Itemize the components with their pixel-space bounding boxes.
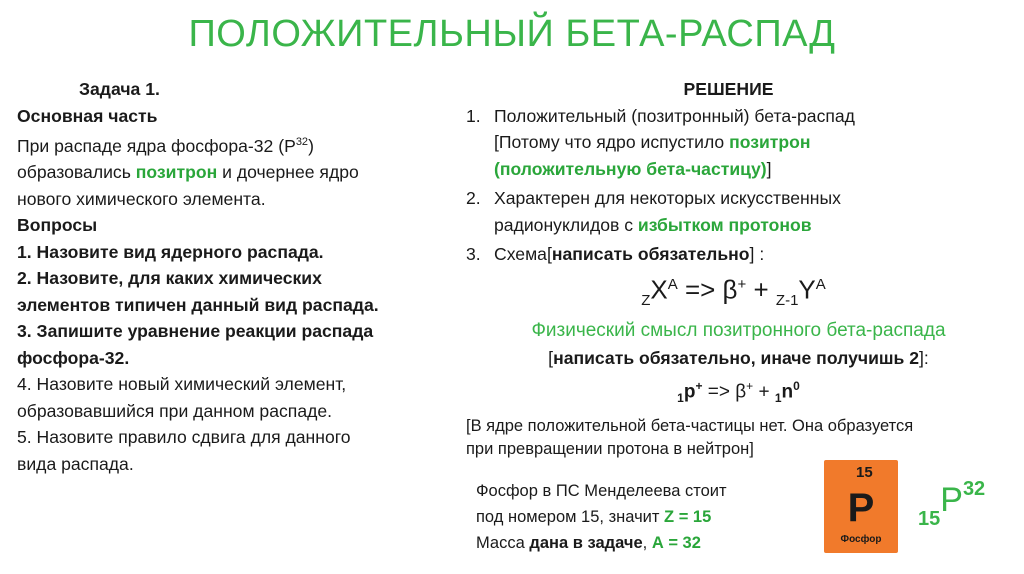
phosphorus-info [476, 478, 796, 556]
intro-text: и дочернее ядро [217, 162, 359, 183]
question-4-line-1: 4. Назовите новый химический элемент, [17, 374, 347, 395]
item-2-line-1: Характерен для некоторых искусственных [494, 188, 841, 208]
proton-neutron-equation [466, 371, 1011, 413]
must-write-text: написать обязательно, иначе получишь 2 [553, 348, 920, 369]
periodic-table-tile [824, 460, 898, 553]
info-emphasis: дана в задаче [529, 534, 643, 552]
task-title: Задача 1. [79, 79, 160, 99]
proton-charge: + [695, 379, 703, 394]
question-4-line-2: образовавшийся при данном распаде. [17, 400, 333, 421]
item-1-line-1: Положительный (позитронный) бета-распад [494, 105, 855, 126]
intro-text: При распаде ядра фосфора-32 (Р [17, 135, 296, 156]
tile-symbol: P [847, 486, 875, 530]
scheme-arrow-beta: => β [677, 274, 738, 305]
item-emphasis: написать обязательно [551, 244, 750, 264]
intro-text: образовались [17, 162, 136, 183]
info-line-2 [476, 504, 796, 530]
item-text: ] [766, 158, 772, 179]
intro-text-end: ) [308, 135, 314, 156]
neutron-symbol: n [781, 381, 794, 403]
explanation-note [466, 415, 1011, 461]
item-text: радионуклидов с [494, 214, 638, 235]
beta-charge: + [746, 379, 754, 394]
info-line-3 [476, 530, 796, 556]
solution-item-2 [466, 185, 1011, 238]
tile-element-name: Фосфор [840, 534, 882, 545]
item-number: 2. [466, 188, 481, 208]
decay-scheme-equation [466, 268, 1011, 318]
question-3-line-2: фосфора-32. [17, 347, 130, 368]
task-intro-line-2 [17, 159, 457, 186]
solution-item-3 [466, 241, 1011, 268]
solution-item-1 [466, 103, 1011, 183]
info-text: , [642, 534, 652, 552]
plus: + [753, 381, 775, 403]
a-value: А = 32 [651, 534, 701, 552]
scheme-z: Z [641, 291, 651, 309]
neutron-charge: 0 [793, 379, 800, 394]
solution-column [466, 76, 1011, 461]
physical-meaning-heading: Физический смысл позитронного бета-распада [531, 320, 946, 342]
proton-charge-index: 1 [677, 391, 684, 406]
question-1: 1. Назовите вид ядерного распада. [17, 241, 324, 262]
isotope-notation [918, 478, 986, 530]
item-text: [Потому что ядро испустило [494, 132, 730, 152]
intro-highlight: позитрон [135, 162, 218, 183]
scheme-z-minus-1: Z-1 [775, 291, 799, 309]
task-column [17, 76, 457, 477]
bracket: ]: [919, 348, 929, 369]
info-line-1: Фосфор в ПС Менделеева стоит [476, 482, 727, 500]
main-part-heading: Основная часть [17, 105, 158, 126]
item-number: 1. [466, 105, 481, 126]
question-2-line-1: 2. Назовите, для каких химических [17, 268, 322, 289]
isotope-symbol: P [940, 481, 963, 519]
questions-heading: Вопросы [17, 215, 98, 236]
item-3-line [494, 241, 1011, 268]
note-line-2: при превращении протона в нейтрон] [466, 440, 754, 459]
info-text: под номером 15, значит [476, 508, 665, 526]
scheme-beta-charge: + [737, 275, 747, 293]
isotope-a: 32 [962, 478, 986, 500]
question-5-line-2: вида распада. [17, 453, 134, 474]
item-2-line-2 [494, 212, 1011, 239]
tile-atomic-number: 15 [856, 464, 873, 481]
item-highlight: (положительную бета-частицу) [494, 158, 767, 179]
scheme-y: Y [798, 274, 816, 305]
solution-title: РЕШЕНИЕ [683, 79, 774, 99]
question-3-line-1: 3. Запишите уравнение реакции распада [17, 321, 374, 342]
info-text: Масса [476, 534, 530, 552]
isotope-z: 15 [918, 508, 941, 530]
item-1-line-2 [494, 129, 1011, 156]
question-5-line-1: 5. Назовите правило сдвига для данного [17, 427, 351, 448]
neutron-index: 1 [774, 391, 782, 406]
question-2-line-2: элементов типичен данный вид распада. [17, 294, 379, 315]
intro-superscript: 32 [295, 136, 309, 148]
scheme-a: A [667, 275, 678, 293]
z-value: Z = 15 [664, 508, 712, 526]
item-number: 3. [466, 244, 481, 264]
item-text: Схема[ [494, 244, 552, 264]
item-highlight: избытком протонов [637, 214, 812, 235]
page-title: ПОЛОЖИТЕЛЬНЫЙ БЕТА-РАСПАД [188, 13, 836, 55]
must-write-note [466, 345, 1011, 371]
scheme-x: X [650, 274, 668, 305]
task-intro-line-1 [17, 129, 457, 159]
arrow-beta: => β [702, 381, 747, 403]
scheme-a2: A [815, 275, 826, 293]
task-intro-line-3: нового химического элемента. [17, 188, 266, 209]
bracket: [ [548, 348, 554, 369]
item-1-line-3 [494, 156, 1011, 183]
note-line-1: [В ядре положительной бета-частицы нет. Она образуется [466, 417, 914, 436]
proton-symbol: p [683, 381, 696, 403]
item-text: ] : [749, 244, 765, 264]
item-highlight: позитрон [729, 132, 811, 152]
scheme-plus: + [746, 274, 776, 305]
